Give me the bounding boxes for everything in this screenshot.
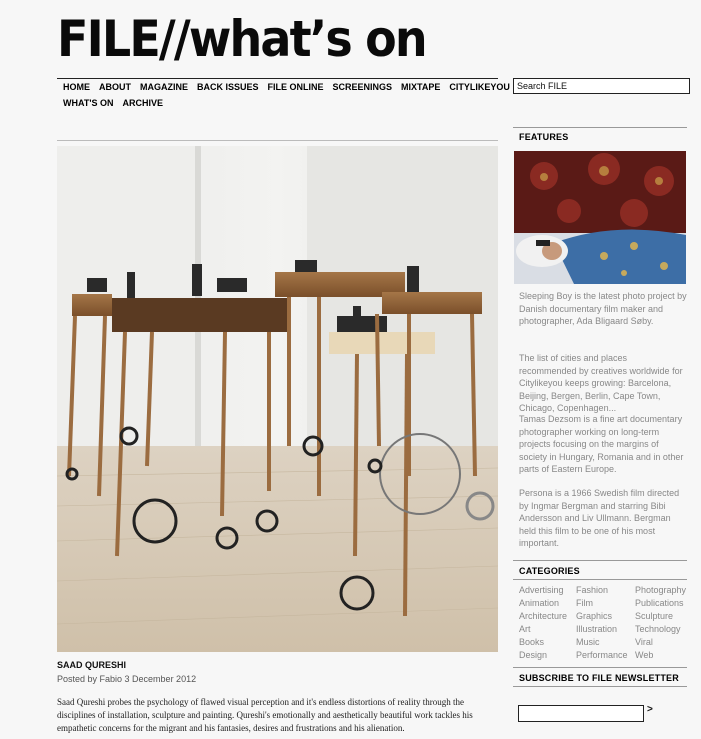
sleeping-boy-photo[interactable] [514, 151, 686, 284]
sidebar-divider [513, 667, 687, 668]
nav-link-back-issues[interactable]: BACK ISSUES [197, 81, 259, 92]
nav-link-about[interactable]: ABOUT [99, 81, 131, 92]
category-link-performance[interactable]: Performance [576, 650, 628, 660]
post-body: Saad Qureshi probes the psychology of flawed visual perception and it's endless distortions of reality through the disciplines of installation, sculpture and painting. Qureshi's emotionally and aesthetically beautiful work tackles his empathetic concerns for the migrant and his fantasies, desires and frustrations and his alienation. [57, 697, 473, 733]
feature-text-2[interactable]: The list of cities and places recommended by creatives worldwide for Citylikeyou keeps growing: Barcelona, Beijing, Bergen, Berlin, Cape Town, Chicago, Copenhagen... [519, 353, 683, 414]
nav-link-magazine[interactable]: MAGAZINE [140, 81, 188, 92]
category-link-publications[interactable]: Publications [635, 598, 684, 608]
category-link-fashion[interactable]: Fashion [576, 585, 609, 595]
category-link-advertising[interactable]: Advertising [519, 585, 564, 595]
category-link-books[interactable]: Books [519, 637, 545, 647]
categories-list [519, 584, 687, 662]
category-link-sculpture[interactable]: Sculpture [635, 611, 674, 621]
feature-text-3[interactable]: Tamas Dezsom is a fine art documentary photographer working on long-term projects focusing on the margins of society in Hungary, Romania and in other parts of Eastern Europe. [519, 414, 684, 475]
nav-link-citylikeyou[interactable]: CITYLIKEYOU [449, 81, 510, 92]
newsletter-email-input[interactable] [518, 705, 644, 722]
category-link-architecture[interactable]: Architecture [519, 611, 568, 621]
category-link-illustration[interactable]: Illustration [576, 624, 618, 634]
nav-row-2 [57, 95, 498, 110]
feature-text-4[interactable]: Persona is a 1966 Swedish film directed by Ingmar Bergman and starring Bibi Andersson and Liv Ullmann. Bergman held this film to be one of his most important. [519, 488, 680, 549]
nav-link-file-online[interactable]: FILE ONLINE [267, 81, 324, 92]
artwork-photo [57, 146, 498, 652]
newsletter-heading: SUBSCRIBE TO FILE NEWSLETTER [519, 673, 679, 683]
category-link-graphics[interactable]: Graphics [576, 611, 613, 621]
main-nav [57, 78, 510, 110]
category-link-film[interactable]: Film [576, 598, 593, 608]
nav-link-home[interactable]: HOME [63, 81, 90, 92]
search-input[interactable] [513, 78, 690, 94]
categories-heading: CATEGORIES [519, 566, 580, 576]
newsletter-submit-button[interactable]: > [647, 704, 653, 715]
category-link-art[interactable]: Art [519, 624, 531, 634]
nav-link-mixtape[interactable]: MIXTAPE [401, 81, 441, 92]
features-heading: FEATURES [519, 132, 569, 142]
nav-link-archive[interactable]: ARCHIVE [122, 97, 163, 108]
category-link-web[interactable]: Web [635, 650, 654, 660]
sidebar-divider [513, 127, 687, 128]
category-link-animation[interactable]: Animation [519, 598, 560, 608]
post-meta: Posted by Fabio 3 December 2012 [57, 674, 197, 684]
category-link-design[interactable]: Design [519, 650, 548, 660]
nav-link-what-s-on[interactable]: WHAT'S ON [63, 97, 114, 108]
nav-link-screenings[interactable]: SCREENINGS [332, 81, 393, 92]
nav-row-1 [57, 79, 510, 94]
category-link-photography[interactable]: Photography [635, 585, 687, 595]
sidebar-divider [513, 579, 687, 580]
feature-text-1[interactable]: Sleeping Boy is the latest photo project by Danish documentary film maker and photographer, Ada Bligaard Søby. [519, 291, 687, 327]
site-logo[interactable]: FILE//what’s on [57, 10, 426, 68]
category-link-technology[interactable]: Technology [635, 624, 681, 634]
header-divider [57, 140, 498, 141]
sidebar-divider [513, 560, 687, 561]
post-title[interactable]: SAAD QURESHI [57, 660, 127, 670]
category-link-music[interactable]: Music [576, 637, 600, 647]
category-link-viral[interactable]: Viral [635, 637, 653, 647]
sidebar-divider [513, 686, 687, 687]
